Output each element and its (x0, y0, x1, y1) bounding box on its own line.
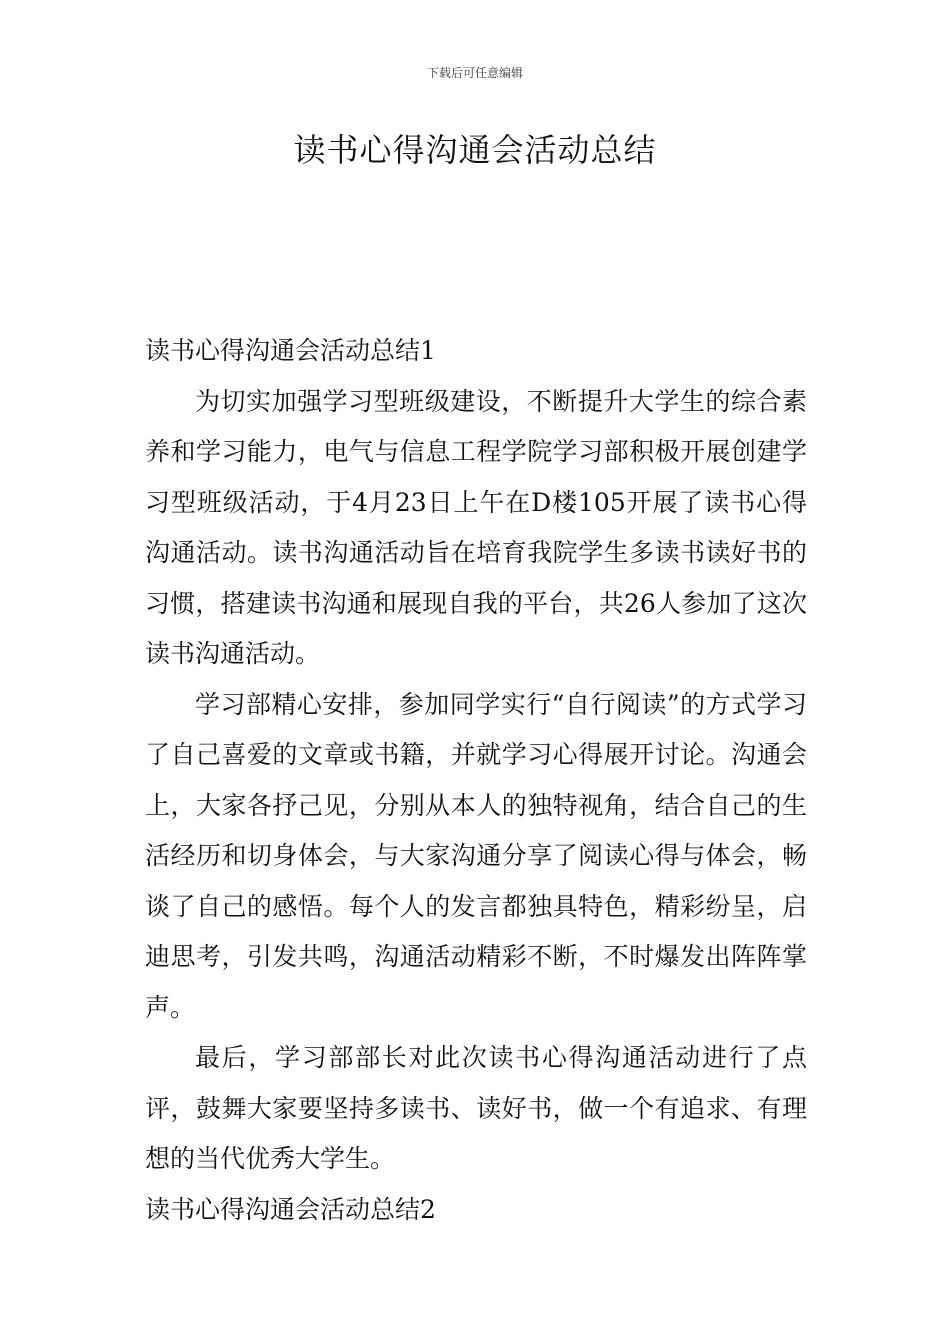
section-heading-2: 读书心得沟通会活动总结2 (145, 1194, 436, 1224)
paragraph-1: 为切实加强学习型班级建设，不断提升大学生的综合素养和学习能力，电气与信息工程学院学习部积极开展创建学习型班级活动，于4月23日上午在D楼105开展了读书心得沟通活动。读书沟通活动旨在培育我院学生多读书读好书的习惯，搭建读书沟通和展现自我的平台，共26人参加了这次读书沟通活动。 (145, 386, 807, 668)
paragraph-3: 最后，学习部部长对此次读书心得沟通活动进行了点评，鼓舞大家要坚持多读书、读好书，做一个有追求、有理想的当代优秀大学生。 (145, 1043, 807, 1173)
document-title: 读书心得沟通会活动总结 (293, 131, 657, 169)
section-heading-1: 读书心得沟通会活动总结1 (145, 336, 436, 365)
header-note: 下载后可任意编辑 (426, 66, 523, 80)
paragraph-2: 学习部精心安排，参加同学实行“自行阅读”的方式学习了自己喜爱的文章或书籍，并就学习心得展开讨论。沟通会上，大家各抒己见，分别从本人的独特视角，结合自己的生活经历和切身体会，与大家沟通分享了阅读心得与体会，畅谈了自己的感悟。每个人的发言都独具特色，精彩纷呈，启迪思考，引发共鸣，沟通活动精彩不断，不时爆发出阵阵掌声。 (145, 689, 807, 1022)
document-body (145, 326, 807, 1235)
